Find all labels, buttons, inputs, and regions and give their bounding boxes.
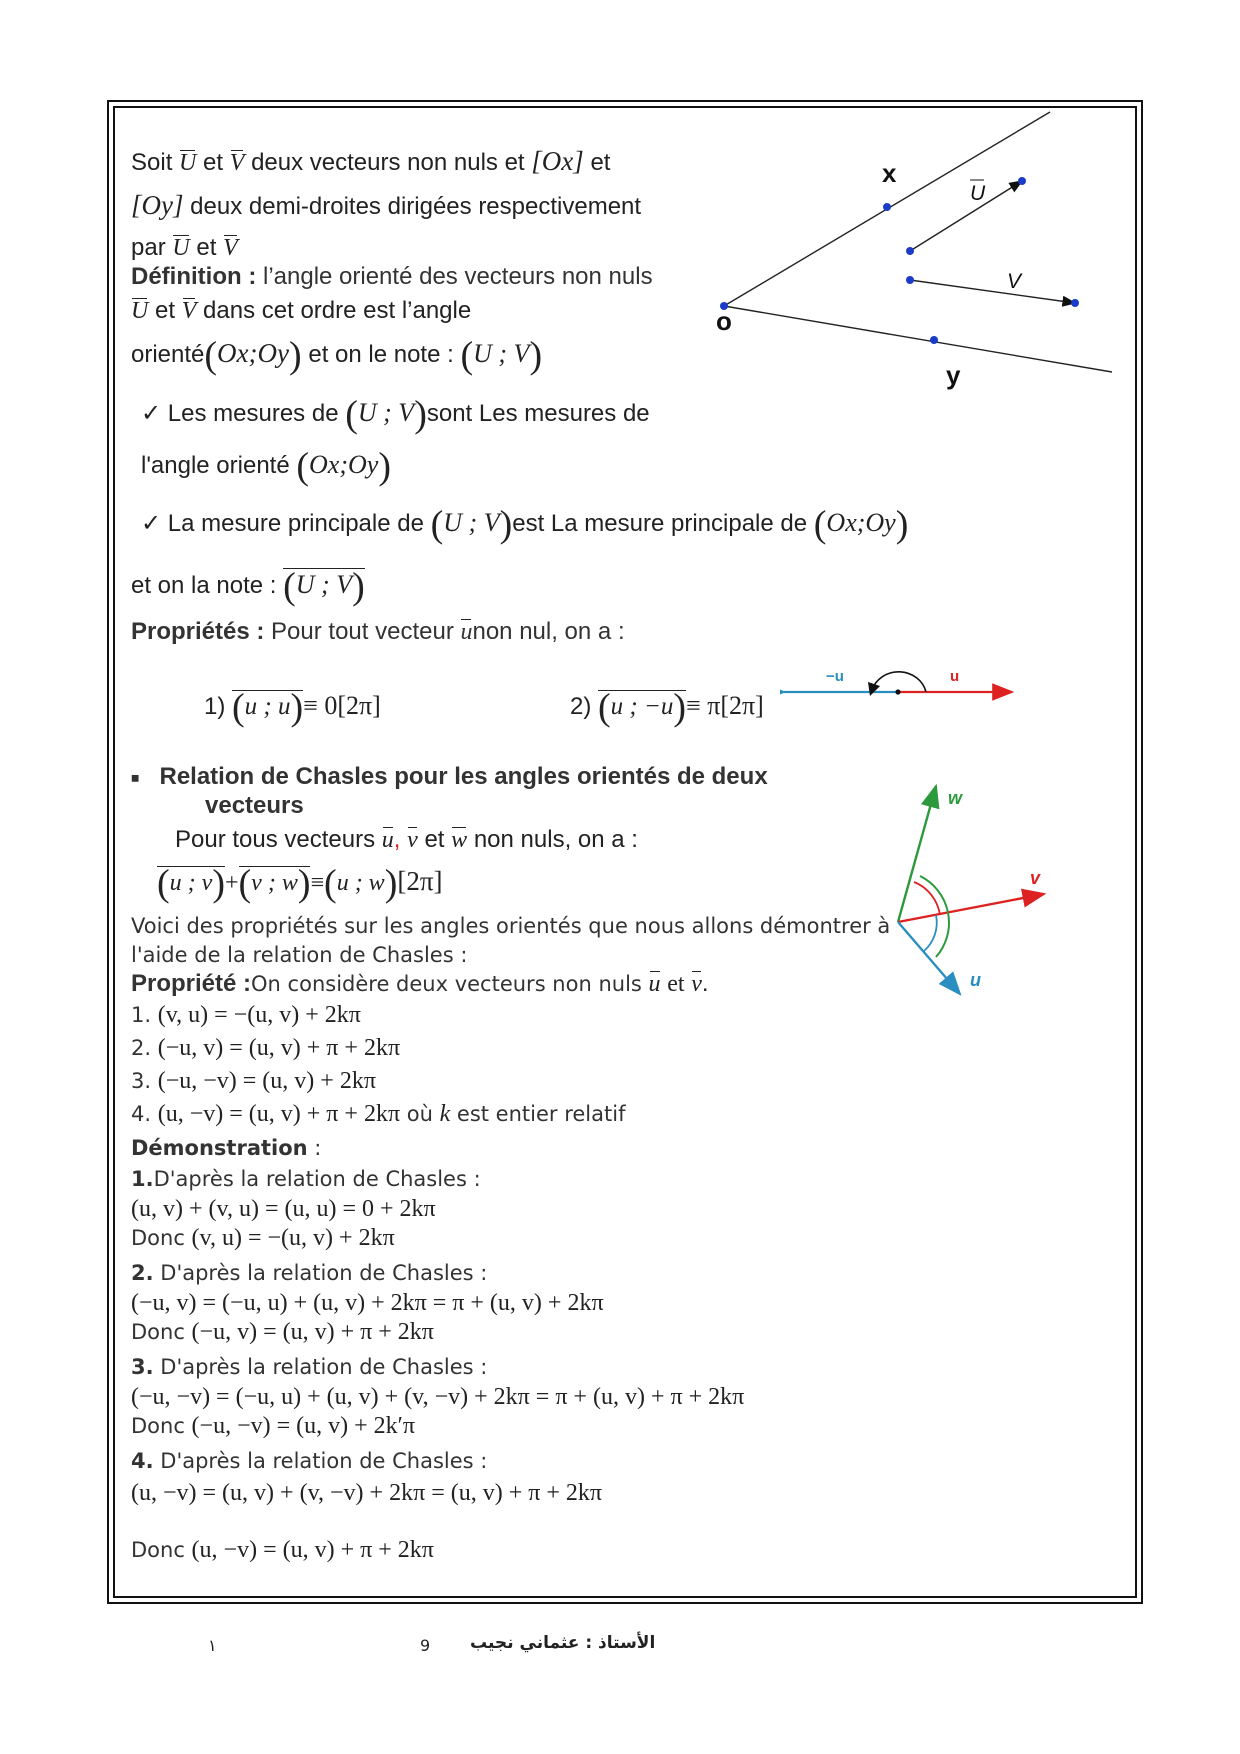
point-v-end — [1071, 299, 1079, 307]
property-1: 1) (u ; u)≡ 0[2π] — [204, 686, 381, 729]
chasles-intro: Pour tous vecteurs u, v et w non nuls, on a : — [175, 826, 638, 853]
point-u-start — [906, 247, 914, 255]
voici-line-2: l'aide de la relation de Chasles : — [131, 943, 468, 967]
demo-step-1-f1: (u, v) + (v, u) = (u, u) = 0 + 2kπ — [131, 1196, 436, 1222]
demo-step-4-f2: Donc (u, −v) = (u, v) + π + 2kπ — [131, 1537, 434, 1563]
figure-chasles — [880, 780, 1050, 1010]
propriete-line: Propriété :On considère deux vecteurs non nuls u et v. — [131, 970, 709, 997]
figure-u-minus-u — [780, 660, 1030, 710]
bullet-mesure-principale: ✓ La mesure principale de (U ; V)est La mesure principale de (Ox;Oy) — [141, 503, 909, 546]
intro-line-3: par U et V — [131, 234, 238, 261]
label-o: o — [716, 306, 732, 336]
demo-step-1: 1.D'après la relation de Chasles : — [131, 1167, 481, 1191]
vector-v-arrow — [910, 280, 1075, 303]
vector-w — [898, 786, 936, 922]
vector-v — [898, 894, 1044, 922]
bullet-note: et on la note : (U ; V) — [131, 565, 365, 608]
propriete-item-3: 3. (−u, −v) = (u, v) + 2kπ — [131, 1068, 376, 1094]
demo-step-2-f1: (−u, v) = (−u, u) + (u, v) + 2kπ = π + (u, v) + 2kπ — [131, 1290, 604, 1316]
angle-arc-uv — [924, 915, 937, 951]
propriete-item-1: 1. (v, u) = −(u, v) + 2kπ — [131, 1002, 361, 1028]
label-minus-u: −u — [826, 668, 844, 685]
demo-step-3-f2: Donc (−u, −v) = (u, v) + 2k′π — [131, 1413, 416, 1439]
vector-u-arrow — [910, 181, 1022, 251]
bullet-mesures-cont: l'angle orienté (Ox;Oy) — [141, 445, 391, 488]
intro-line-1: Soit U et V deux vecteurs non nuls et [Ox] et — [131, 146, 611, 176]
footer-left-number: ١ — [208, 1636, 217, 1655]
intro-line-2: [Oy] deux demi-droites dirigées respectivement — [131, 190, 642, 220]
bullet-mesures: ✓ Les mesures de (U ; V)sont Les mesures de — [141, 393, 650, 436]
check-icon: ✓ — [141, 400, 162, 427]
demo-step-4: 4. D'après la relation de Chasles : — [131, 1449, 488, 1473]
point-u-end — [1018, 177, 1026, 185]
definition-line-3: orienté(Ox;Oy) et on le note : (U ; V) — [131, 334, 543, 377]
demo-step-2-f2: Donc (−u, v) = (u, v) + π + 2kπ — [131, 1319, 434, 1345]
point-v-start — [906, 276, 914, 284]
point-on-ox — [883, 203, 891, 211]
label-w: w — [948, 788, 963, 808]
definition-line-1: Définition : l’angle orienté des vecteurs non nuls — [131, 263, 653, 290]
check-icon: ✓ — [141, 510, 162, 537]
property-2: 2) (u ; −u)≡ π[2π] — [570, 686, 764, 729]
label-x: x — [882, 158, 897, 188]
propriete-item-4: 4. (u, −v) = (u, v) + π + 2kπ où k est entier relatif — [131, 1101, 626, 1127]
demo-step-3: 3. D'après la relation de Chasles : — [131, 1355, 488, 1379]
figure-half-lines — [700, 100, 1130, 400]
label-vec-v: V — [1007, 270, 1022, 293]
label-v: v — [1030, 868, 1041, 888]
footer-author: الأستاذ : عثماني نجيب — [470, 1633, 656, 1653]
propriete-item-2: 2. (−u, v) = (u, v) + π + 2kπ — [131, 1035, 401, 1061]
properties-line: Propriétés : Pour tout vecteur unon nul, on a : — [131, 618, 625, 645]
footer-page-number: 9 — [420, 1636, 431, 1655]
demo-step-3-f1: (−u, −v) = (−u, u) + (u, v) + (v, −v) + 2kπ = π + (u, v) + π + 2kπ — [131, 1384, 745, 1410]
square-bullet-icon: ■ — [131, 769, 140, 786]
voici-line-1: Voici des propriétés sur les angles orientés que nous allons démontrer à — [131, 914, 891, 938]
demo-label: Démonstration : — [131, 1136, 322, 1160]
chasles-formula: (u ; v)+(v ; w)≡(u ; w)[2π] — [157, 862, 443, 905]
chasles-title: ■ Relation de Chasles pour les angles orientés de deux — [131, 763, 768, 790]
vector-u — [898, 922, 960, 994]
label-y: y — [946, 360, 961, 390]
label-u: u — [950, 668, 960, 685]
ray-oy — [724, 306, 1112, 372]
definition-line-2: U et V dans cet ordre est l’angle — [131, 297, 472, 324]
demo-step-2: 2. D'après la relation de Chasles : — [131, 1261, 488, 1285]
angle-arc — [872, 672, 926, 692]
demo-step-1-f2: Donc (v, u) = −(u, v) + 2kπ — [131, 1225, 395, 1251]
point-on-oy — [930, 336, 938, 344]
chasles-title-2: vecteurs — [205, 792, 304, 819]
label-u: u — [970, 970, 981, 990]
demo-step-4-f1: (u, −v) = (u, v) + (v, −v) + 2kπ = (u, v) + π + 2kπ — [131, 1480, 603, 1506]
label-vec-u: U — [970, 182, 986, 205]
